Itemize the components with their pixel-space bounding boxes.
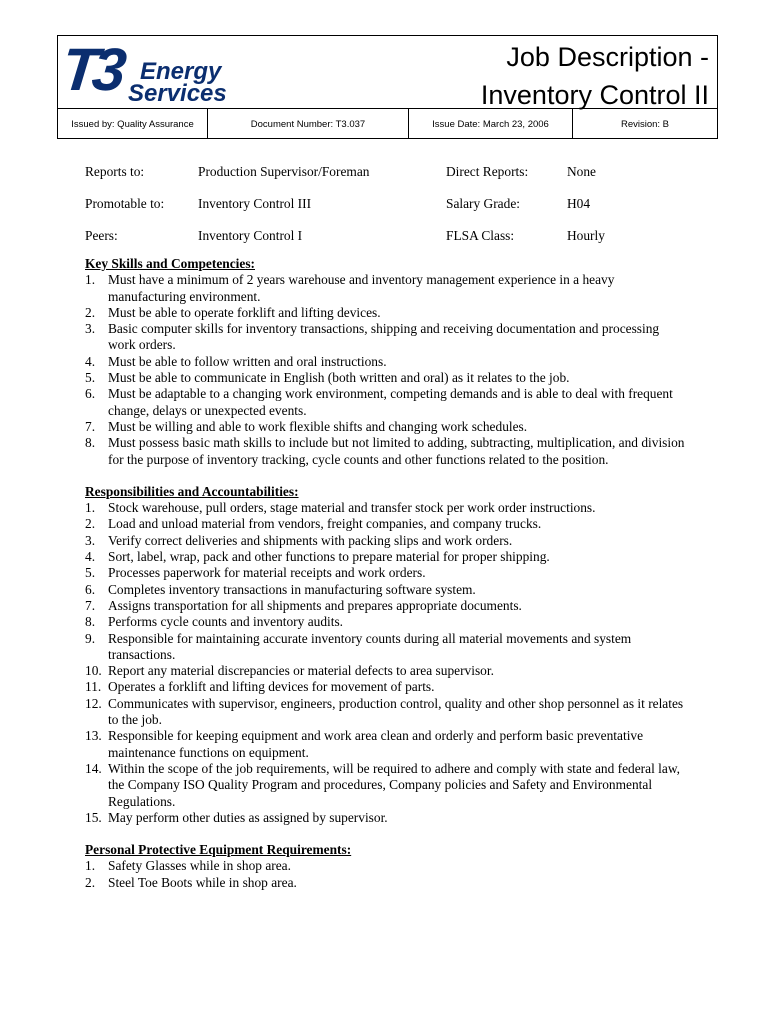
list-item (85, 728, 685, 761)
list-item-text: Must be able to communicate in English (both written and oral) as it relates to the job. (108, 370, 570, 386)
header-top-row (58, 36, 717, 109)
list-item (85, 598, 685, 614)
skills-title: Key Skills and Competencies: (85, 256, 255, 271)
list-item-number: 12. (85, 695, 102, 711)
list-item-text: Must be able to follow written and oral instructions. (108, 353, 387, 369)
reports-to-value: Production Supervisor/Foreman (198, 164, 370, 179)
flsa-value: Hourly (567, 228, 605, 243)
skills-list (85, 272, 685, 468)
list-item (85, 565, 685, 581)
list-item (85, 631, 685, 664)
list-item (85, 614, 685, 630)
list-item-number: 9. (85, 630, 96, 646)
list-item-text: Responsible for maintaining accurate inventory counts during all material movements and system transactions. (108, 630, 632, 662)
list-item-number: 3. (85, 321, 96, 337)
issue-date: Issue Date: March 23, 2006 (409, 109, 573, 139)
list-item-number: 8. (85, 614, 96, 630)
list-item-number: 1. (85, 500, 96, 516)
list-item (85, 386, 685, 419)
list-item-text: Operates a forklift and lifting devices for movement of parts. (108, 679, 435, 695)
document-body (85, 160, 685, 891)
list-item-number: 11. (85, 679, 102, 695)
list-item-number: 5. (85, 370, 96, 386)
list-item-text: Sort, label, wrap, pack and other functions to prepare material for proper shipping. (108, 549, 550, 565)
logo-services: Services (128, 80, 227, 107)
list-item-text: Completes inventory transactions in manufacturing software system. (108, 581, 476, 597)
document-number: Document Number: T3.037 (208, 109, 409, 139)
company-logo (58, 36, 262, 107)
list-item-text: Verify correct deliveries and shipments with packing slips and work orders. (108, 532, 513, 548)
list-item-number: 5. (85, 565, 96, 581)
list-item-text: Safety Glasses while in shop area. (108, 858, 291, 874)
list-item-text: Must be adaptable to a changing work environment, competing demands and is able to deal with frequent change, delays or unexpected events. (108, 386, 673, 418)
list-item-text: Must be able to operate forklift and lifting devices. (108, 304, 381, 320)
list-item-text: Report any material discrepancies or material defects to area supervisor. (108, 663, 494, 679)
list-item-number: 2. (85, 304, 96, 320)
list-item-number: 4. (85, 549, 96, 565)
list-item (85, 305, 685, 321)
list-item-text: Processes paperwork for material receipts and work orders. (108, 565, 426, 581)
title-line-1: Job Description - (506, 42, 709, 72)
peers-label: Peers: (85, 228, 118, 243)
document-header (57, 35, 718, 139)
list-item (85, 875, 685, 891)
direct-reports-label: Direct Reports: (446, 164, 529, 179)
header-meta-row (58, 109, 717, 139)
list-item-text: Stock warehouse, pull orders, stage material and transfer stock per work order instructions. (108, 500, 596, 516)
reports-to-label: Reports to: (85, 164, 145, 179)
logo-t3: T3 (58, 36, 124, 103)
list-item (85, 696, 685, 729)
list-item-number: 3. (85, 532, 96, 548)
list-item-text: Steel Toe Boots while in shop area. (108, 874, 297, 890)
list-item (85, 516, 685, 532)
salary-grade-value: H04 (567, 196, 591, 211)
promotable-value: Inventory Control III (198, 196, 312, 211)
list-item-number: 4. (85, 353, 96, 369)
list-item (85, 354, 685, 370)
list-item-number: 6. (85, 386, 96, 402)
list-item-text: Load and unload material from vendors, freight companies, and company trucks. (108, 516, 542, 532)
responsibilities-list (85, 500, 685, 826)
list-item (85, 419, 685, 435)
list-item (85, 549, 685, 565)
list-item-text: Must possess basic math skills to include but not limited to adding, subtracting, multiplication, and division for the purpose of inventory tracking, cycle counts and other functions related to the position. (108, 435, 685, 467)
list-item-number: 7. (85, 418, 96, 434)
list-item-number: 2. (85, 874, 96, 890)
promotable-label: Promotable to: (85, 196, 165, 211)
direct-reports-value: None (567, 164, 597, 179)
title-line-2: Inventory Control II (480, 80, 709, 110)
list-item-text: Assigns transportation for all shipments and prepares appropriate documents. (108, 597, 522, 613)
list-item (85, 810, 685, 826)
ppe-title: Personal Protective Equipment Requirements: (85, 842, 352, 858)
list-item-number: 10. (85, 663, 102, 679)
peers-value: Inventory Control I (198, 228, 303, 243)
list-item (85, 663, 685, 679)
list-item-number: 1. (85, 858, 96, 874)
issued-by: Issued by: Quality Assurance (58, 109, 208, 139)
position-info (85, 160, 685, 256)
list-item-number: 6. (85, 581, 96, 597)
ppe-list (85, 858, 685, 891)
list-item-text: May perform other duties as assigned by supervisor. (108, 809, 388, 825)
list-item (85, 500, 685, 516)
list-item-text: Within the scope of the job requirements, will be required to adhere and comply with state and federal law, the Company ISO Quality Program and procedures, Company policies and Safety and Environmental Regulations. (108, 760, 680, 809)
list-item (85, 321, 685, 354)
document-title (481, 38, 709, 114)
list-item-number: 8. (85, 435, 96, 451)
revision: Revision: B (620, 118, 670, 130)
list-item-number: 7. (85, 597, 96, 613)
list-item-number: 14. (85, 760, 102, 776)
list-item-number: 13. (85, 728, 102, 744)
flsa-label: FLSA Class: (446, 228, 515, 243)
list-item-text: Must be willing and able to work flexible shifts and changing work schedules. (108, 418, 528, 434)
list-item (85, 679, 685, 695)
list-item-number: 15. (85, 809, 102, 825)
list-item-number: 2. (85, 516, 96, 532)
list-item (85, 858, 685, 874)
list-item-text: Must have a minimum of 2 years warehouse and inventory management experience in a heavy manufacturing environment. (108, 272, 615, 304)
list-item (85, 761, 685, 810)
responsibilities-title: Responsibilities and Accountabilities: (85, 483, 299, 499)
list-item (85, 370, 685, 386)
list-item (85, 435, 685, 468)
list-item-text: Communicates with supervisor, engineers, production control, quality and other shop personnel as it relates to the job. (108, 695, 684, 728)
list-item-number: 1. (85, 272, 96, 288)
list-item (85, 582, 685, 598)
salary-grade-label: Salary Grade: (446, 196, 520, 211)
list-item-text: Basic computer skills for inventory transactions, shipping and receiving documentation and processing work orders. (108, 321, 660, 353)
list-item-text: Performs cycle counts and inventory audits. (108, 614, 344, 630)
list-item (85, 533, 685, 549)
logo-energy: Energy (140, 58, 222, 85)
list-item-text: Responsible for keeping equipment and work area clean and orderly and perform basic preventative maintenance functions on equipment. (108, 728, 644, 760)
list-item (85, 272, 685, 305)
